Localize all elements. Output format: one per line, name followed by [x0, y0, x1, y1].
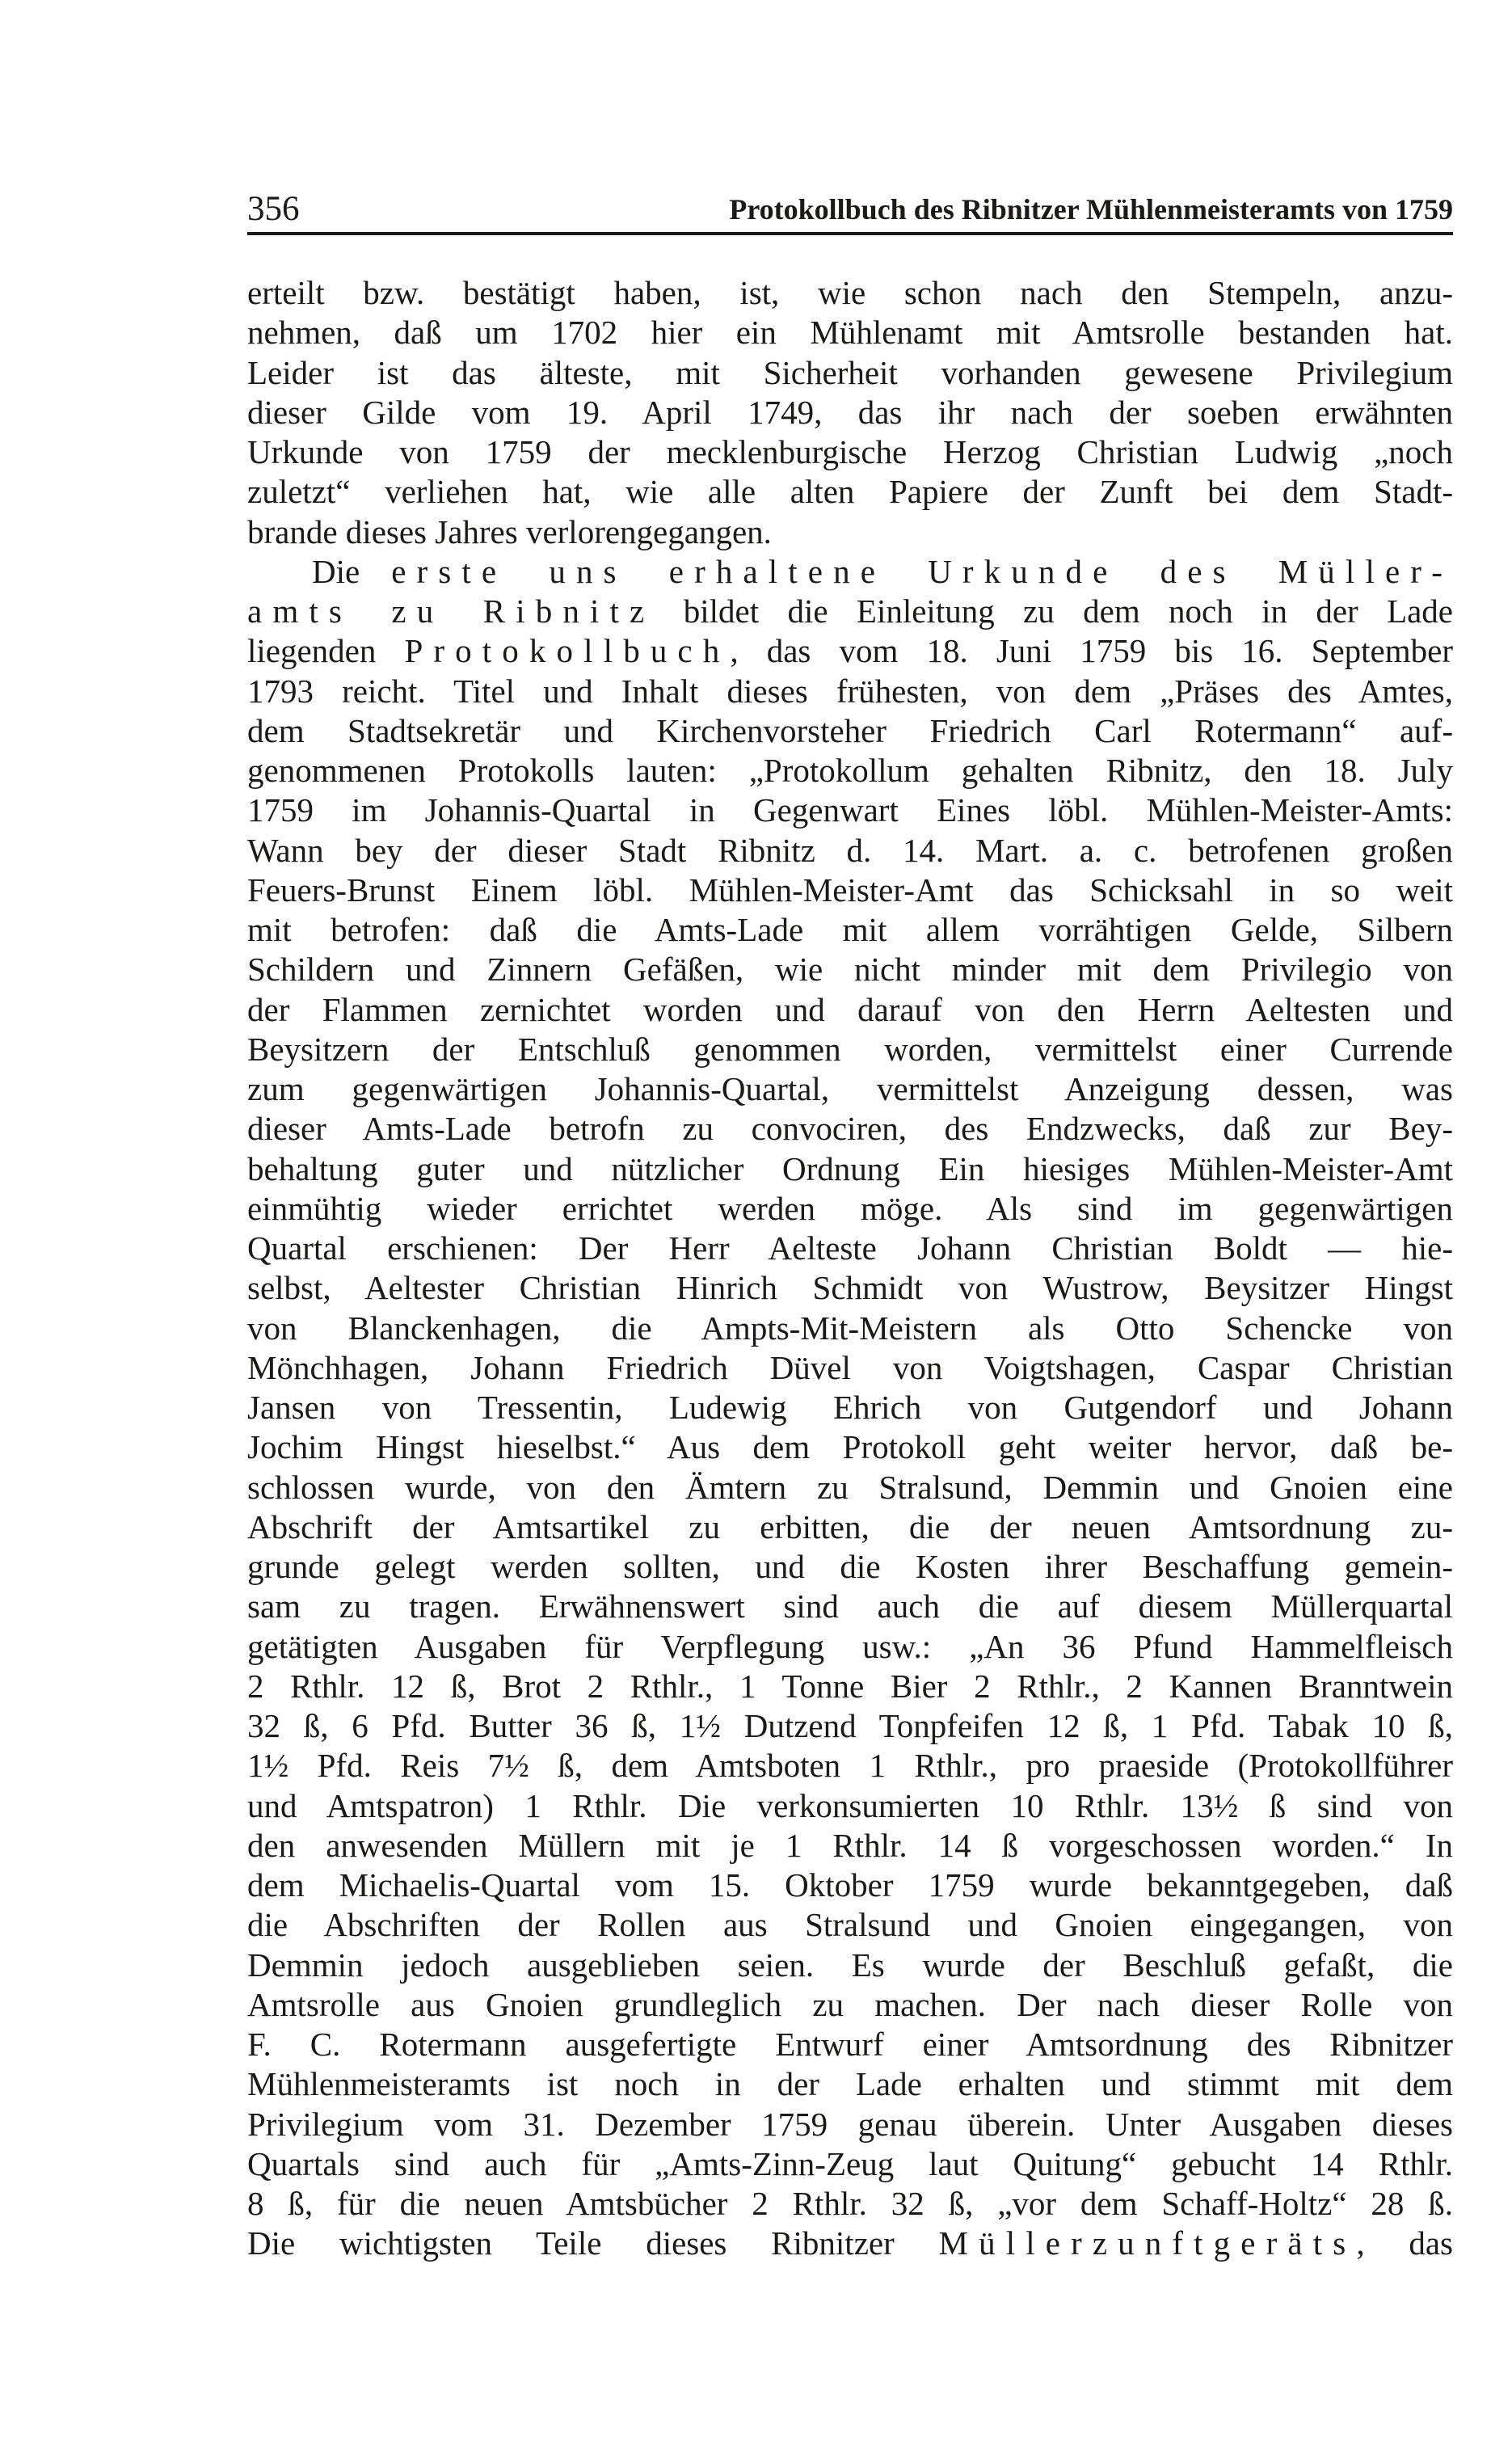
header-rule: [247, 232, 1453, 235]
text-line: Privilegium vom 31. Dezember 1759 genau überein. Unter Ausgaben dieses: [247, 2105, 1453, 2143]
text-line: Mönchhagen, Johann Friedrich Düvel von Voigtshagen, Caspar Christian: [247, 1348, 1453, 1386]
text-line: die Abschriften der Rollen aus Stralsund und Gnoien eingegangen, von: [247, 1906, 1453, 1944]
text-line: schlossen wurde, von den Ämtern zu Stralsund, Demmin und Gnoien eine: [247, 1468, 1453, 1506]
text-line: Leider ist das älteste, mit Sicherheit vorhanden gewesene Privilegium: [247, 353, 1453, 391]
running-header: [247, 181, 1453, 230]
text-line: Urkunde von 1759 der mecklenburgische Herzog Christian Ludwig „noch: [247, 433, 1453, 470]
text-line: behaltung guter und nützlicher Ordnung Ein hiesiges Mühlen-Meister-Amt: [247, 1149, 1453, 1187]
text-line: brande dieses Jahres verlorengegangen.: [247, 512, 772, 550]
text-line: grunde gelegt werden sollten, und die Kosten ihrer Beschaffung gemein-: [247, 1548, 1453, 1585]
body-text: [247, 273, 1453, 2264]
text-line: 1793 reicht. Titel und Inhalt dieses frühesten, von dem „Präses des Amtes,: [247, 672, 1453, 710]
text-line: Wann bey der dieser Stadt Ribnitz d. 14. Mart. a. c. betrofenen großen: [247, 831, 1453, 869]
text-line: 1759 im Johannis-Quartal in Gegenwart Eines löbl. Mühlen-Meister-Amts:: [247, 791, 1453, 829]
text-line: dem Stadtsekretär und Kirchenvorsteher Friedrich Carl Rotermann“ auf-: [247, 711, 1453, 749]
text-line: zuletzt“ verliehen hat, wie alle alten Papiere der Zunft bei dem Stadt-: [247, 473, 1453, 511]
text-line: Mühlenmeisteramts ist noch in der Lade erhalten und stimmt mit dem: [247, 2065, 1453, 2103]
text-line: amts zu Ribnitz bildet die Einleitung zu dem noch in der Lade: [247, 592, 1453, 630]
text-line: genommenen Protokolls lauten: „Protokollum gehalten Ribnitz, den 18. July: [247, 752, 1453, 789]
text-line: den anwesenden Müllern mit je 1 Rthlr. 14 ß vorgeschossen worden.“ In: [247, 1826, 1453, 1864]
text-line: dem Michaelis-Quartal vom 15. Oktober 1759 wurde bekanntgegeben, daß: [247, 1866, 1453, 1904]
text-line: nehmen, daß um 1702 hier ein Mühlenamt mit Amtsrolle bestanden hat.: [247, 314, 1453, 352]
text-line: 1½ Pfd. Reis 7½ ß, dem Amtsboten 1 Rthlr., pro praeside (Protokollführer: [247, 1747, 1453, 1785]
text-line: 2 Rthlr. 12 ß, Brot 2 Rthlr., 1 Tonne Bier 2 Rthlr., 2 Kannen Branntwein: [247, 1667, 1453, 1705]
text-line: Amtsrolle aus Gnoien grundleglich zu machen. Der nach dieser Rolle von: [247, 1985, 1453, 2023]
text-line: mit betrofen: daß die Amts-Lade mit allem vorrähtigen Gelde, Silbern: [247, 911, 1453, 948]
text-line: Jansen von Tressentin, Ludewig Ehrich von Gutgendorf und Johann: [247, 1389, 1453, 1426]
text-line: Demmin jedoch ausgeblieben seien. Es wurde der Beschluß gefaßt, die: [247, 1946, 1453, 1984]
text-line: und Amtspatron) 1 Rthlr. Die verkonsumierten 10 Rthlr. 13½ ß sind von: [247, 1786, 1453, 1824]
text-line: sam zu tragen. Erwähnenswert sind auch die auf diesem Müllerquartal: [247, 1587, 1453, 1625]
running-title: Protokollbuch des Ribnitzer Mühlenmeisteramts von 1759: [729, 193, 1453, 226]
text-line: F. C. Rotermann ausgefertigte Entwurf einer Amtsordnung des Ribnitzer: [247, 2026, 1453, 2063]
text-line: 8 ß, für die neuen Amtsbücher 2 Rthlr. 32 ß, „vor dem Schaff-Holtz“ 28 ß.: [247, 2185, 1453, 2222]
text-line: Beysitzern der Entschluß genommen worden, vermittelst einer Currende: [247, 1030, 1453, 1068]
text-line: Die erste uns erhaltene Urkunde des Müller-: [312, 552, 1453, 590]
text-line: Feuers-Brunst Einem löbl. Mühlen-Meister-Amt das Schicksahl in so weit: [247, 871, 1453, 909]
text-line: zum gegenwärtigen Johannis-Quartal, vermittelst Anzeigung dessen, was: [247, 1070, 1453, 1107]
text-line: dieser Amts-Lade betrofn zu convociren, des Endzwecks, daß zur Bey-: [247, 1110, 1453, 1148]
text-line: 32 ß, 6 Pfd. Butter 36 ß, 1½ Dutzend Tonpfeifen 12 ß, 1 Pfd. Tabak 10 ß,: [247, 1707, 1453, 1744]
text-line: Die wichtigsten Teile dieses Ribnitzer Müllerzunftgeräts, das: [247, 2224, 1453, 2262]
text-line: getätigten Ausgaben für Verpflegung usw.: „An 36 Pfund Hammelfleisch: [247, 1627, 1453, 1665]
text-line: Quartal erschienen: Der Herr Aelteste Johann Christian Boldt — hie-: [247, 1229, 1453, 1267]
text-line: selbst, Aeltester Christian Hinrich Schmidt von Wustrow, Beysitzer Hingst: [247, 1269, 1453, 1307]
text-line: Abschrift der Amtsartikel zu erbitten, die der neuen Amtsordnung zu-: [247, 1507, 1453, 1545]
text-line: erteilt bzw. bestätigt haben, ist, wie schon nach den Stempeln, anzu-: [247, 274, 1453, 311]
text-line: von Blanckenhagen, die Ampts-Mit-Meistern als Otto Schencke von: [247, 1309, 1453, 1347]
text-line: Quartals sind auch für „Amts-Zinn-Zeug laut Quitung“ gebucht 14 Rthlr.: [247, 2144, 1453, 2182]
page-number: 356: [247, 190, 300, 228]
text-line: Jochim Hingst hieselbst.“ Aus dem Protokoll geht weiter hervor, daß be-: [247, 1428, 1453, 1466]
text-line: einmühtig wieder errichtet werden möge. Als sind im gegenwärtigen: [247, 1189, 1453, 1227]
text-line: der Flammen zernichtet worden und darauf von den Herrn Aeltesten und: [247, 990, 1453, 1028]
text-line: liegenden Protokollbuch, das vom 18. Juni 1759 bis 16. September: [247, 632, 1453, 670]
text-line: dieser Gilde vom 19. April 1749, das ihr nach der soeben erwähnten: [247, 393, 1453, 431]
text-line: Schildern und Zinnern Gefäßen, wie nicht minder mit dem Privilegio von: [247, 951, 1453, 989]
